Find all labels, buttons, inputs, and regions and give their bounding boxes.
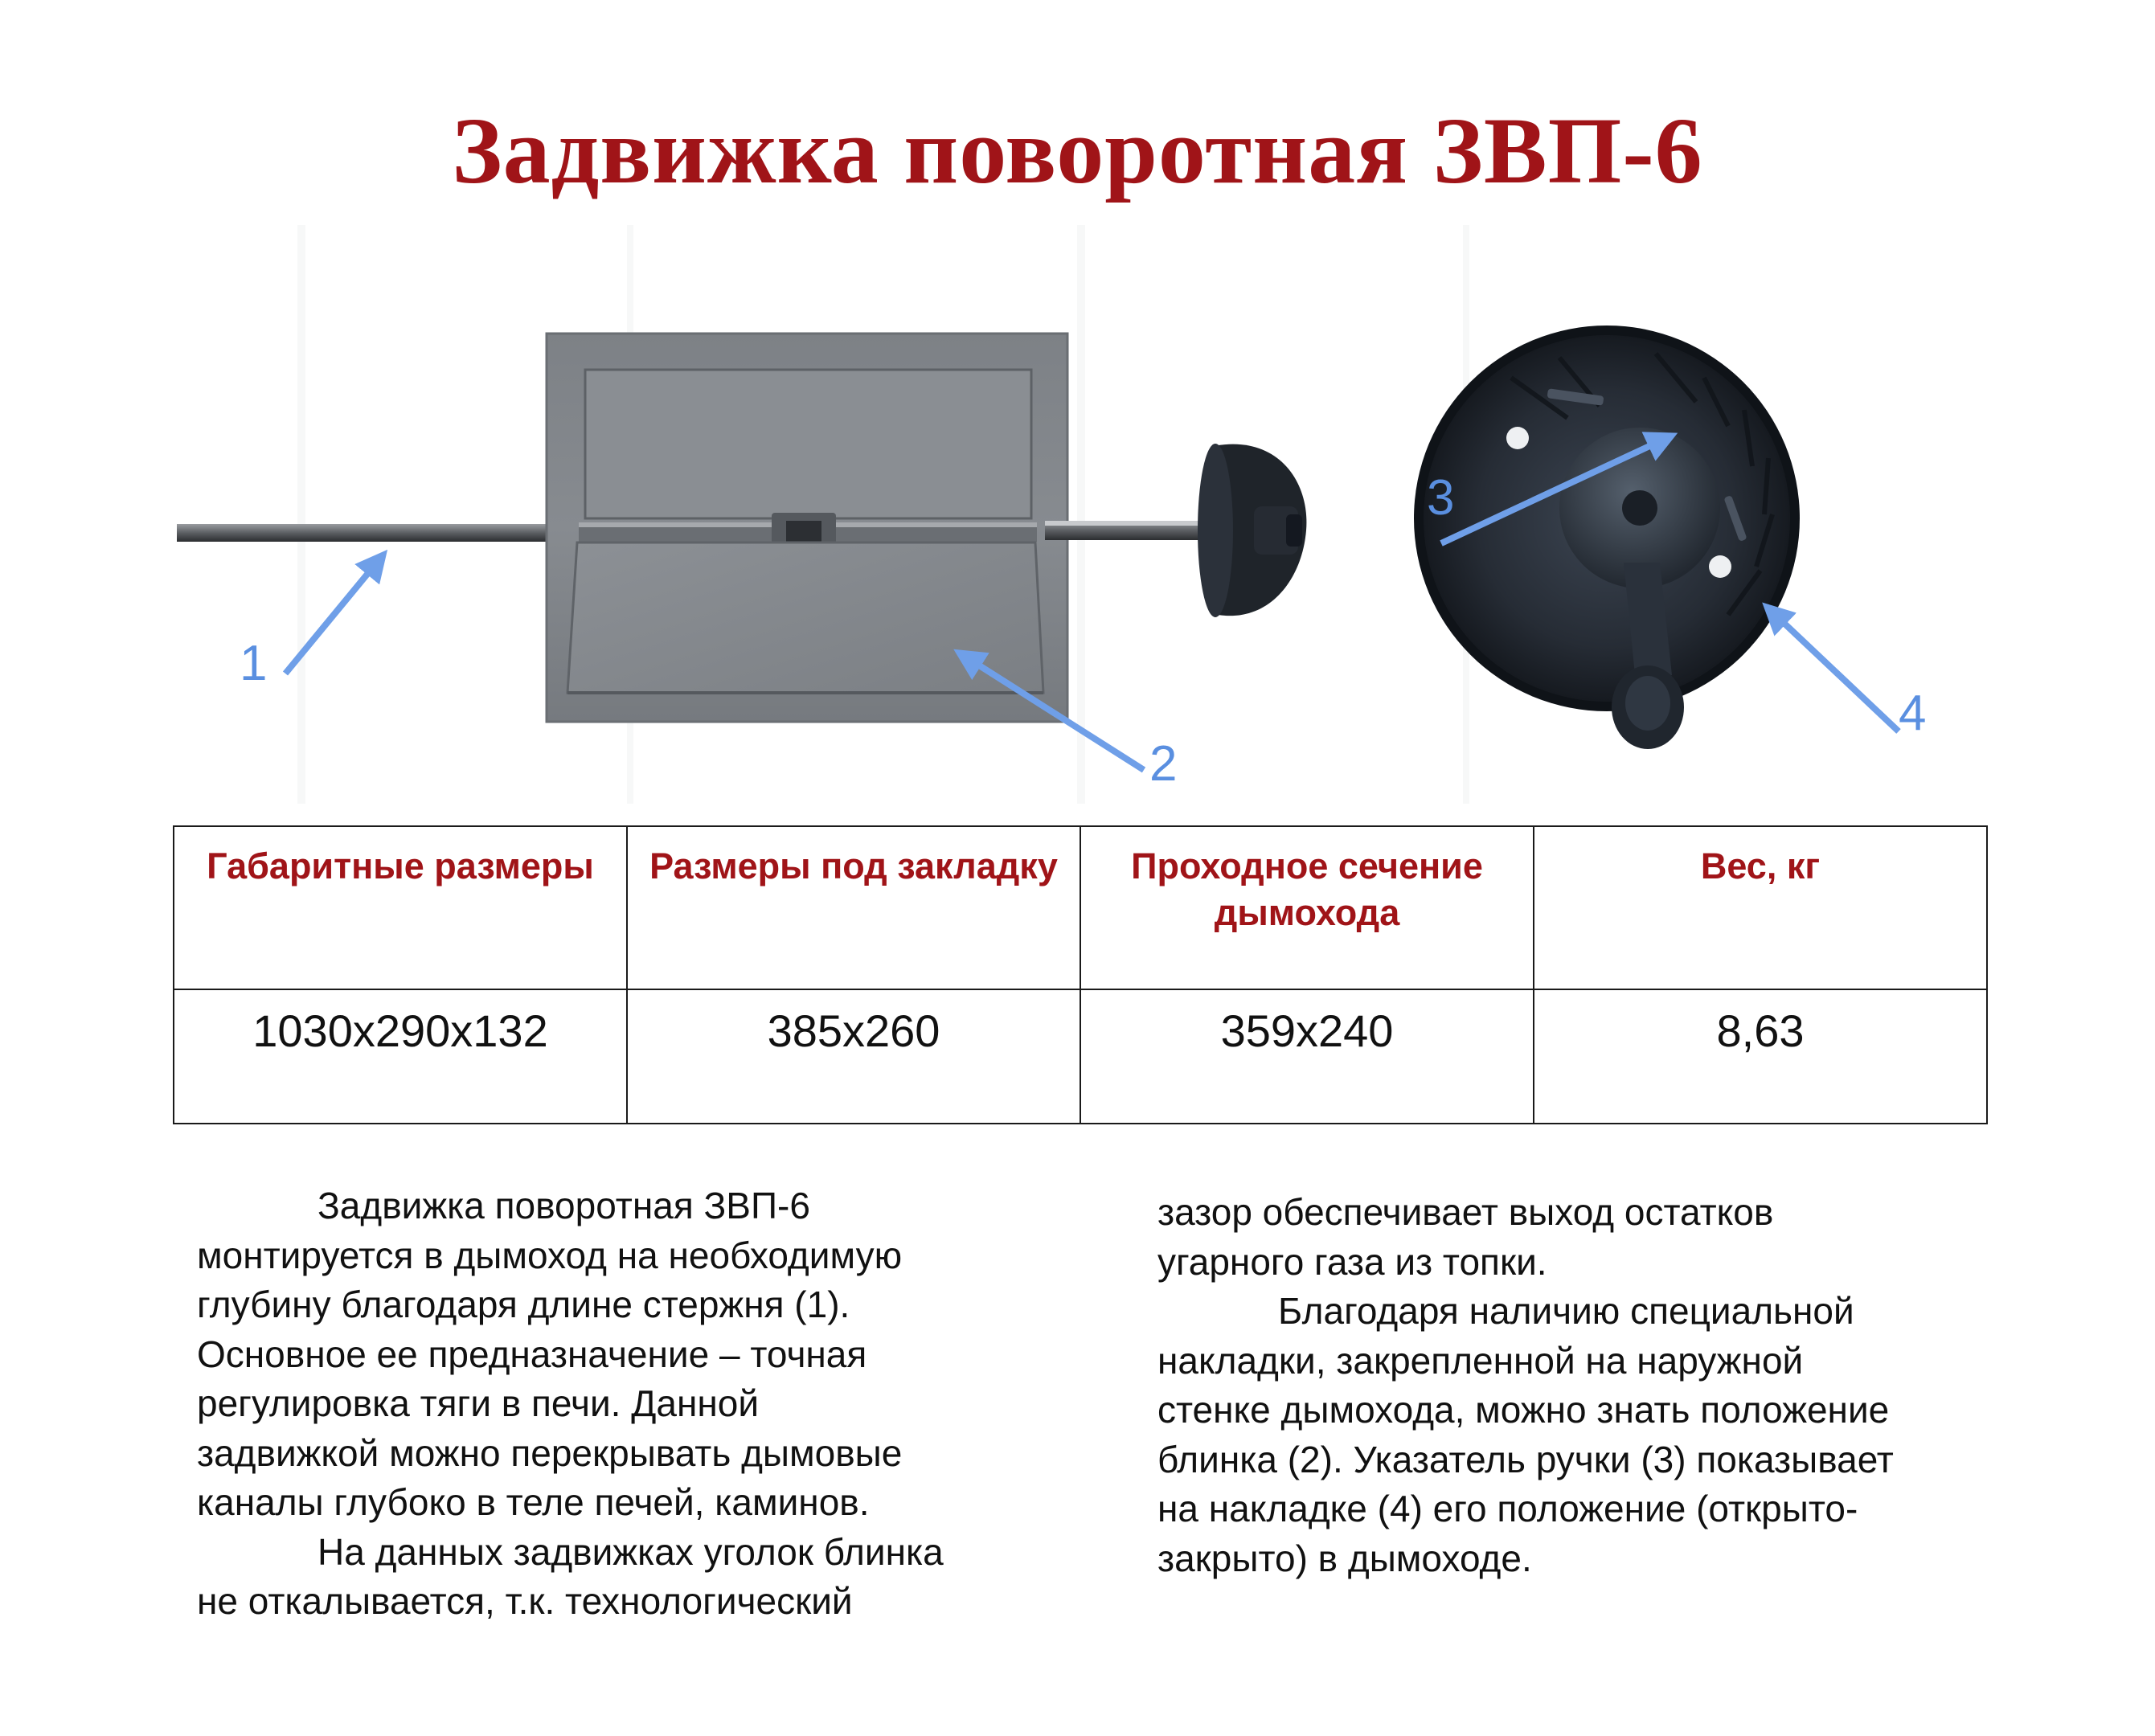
- header-flue-section: Проходное сечение дымохода: [1080, 826, 1534, 989]
- text-line: блинка (2). Указатель ручки (3) показывает: [1157, 1438, 1894, 1480]
- text-line: на накладке (4) его положение (открыто-: [1157, 1488, 1858, 1529]
- description-right: [1157, 1188, 1969, 1583]
- table-row: [174, 989, 1987, 1124]
- header-weight: Вес, кг: [1534, 826, 1987, 989]
- text-line: монтируется в дымоход на необходимую: [197, 1234, 903, 1276]
- text-line: Основное ее предназначение – точная: [197, 1333, 867, 1375]
- description-left: [197, 1181, 1009, 1627]
- text-line: каналы глубоко в теле печей, каминов.: [197, 1481, 870, 1523]
- text-line: глубину благодаря длине стержня (1).: [197, 1284, 850, 1325]
- text-line: угарного газа из топки.: [1157, 1240, 1547, 1283]
- table-header-row: [174, 826, 1987, 989]
- damper-knob-side: [1198, 444, 1306, 617]
- dial-front: [1414, 326, 1800, 749]
- damper-blade: [567, 542, 1043, 693]
- text-line: На данных задвижках уголок блинка: [318, 1530, 944, 1573]
- specs-table: [173, 825, 1988, 1124]
- text-line: стенке дымохода, можно знать положение: [1157, 1389, 1890, 1431]
- text-line: Благодаря наличию специальной: [1278, 1290, 1854, 1332]
- text-line: зазор обеспечивает выход остатков: [1157, 1191, 1774, 1233]
- callout-2: 2: [1149, 736, 1178, 792]
- text-line: Задвижка поворотная ЗВП-6: [318, 1185, 810, 1226]
- callout-4: 4: [1899, 686, 1927, 741]
- text-line: регулировка тяги в печи. Данной: [197, 1382, 760, 1424]
- value-weight: 8,63: [1534, 989, 1987, 1124]
- page-title: Задвижка поворотная ЗВП-6: [452, 98, 1703, 203]
- header-mounting-dimensions: Размеры под закладку: [627, 826, 1080, 989]
- arrow-4: [1767, 607, 1899, 731]
- text-line: задвижкой можно перекрывать дымовые: [197, 1431, 903, 1474]
- text-line: не откалывается, т.к. технологический: [197, 1580, 853, 1622]
- callout-3: 3: [1427, 470, 1455, 526]
- value-flue-section: 359х240: [1080, 989, 1534, 1124]
- value-overall-dimensions: 1030х290х132: [174, 989, 627, 1124]
- callout-1: 1: [240, 636, 268, 691]
- damper-frame-recess: [585, 370, 1031, 518]
- product-illustration: [0, 225, 2155, 804]
- text-line: накладки, закрепленной на наружной: [1157, 1339, 1804, 1382]
- value-mounting-dimensions: 385х260: [627, 989, 1080, 1124]
- header-overall-dimensions: Габаритные размеры: [174, 826, 627, 989]
- damper-rod-left: [177, 524, 579, 542]
- text-line: закрыто) в дымоходе.: [1157, 1537, 1532, 1579]
